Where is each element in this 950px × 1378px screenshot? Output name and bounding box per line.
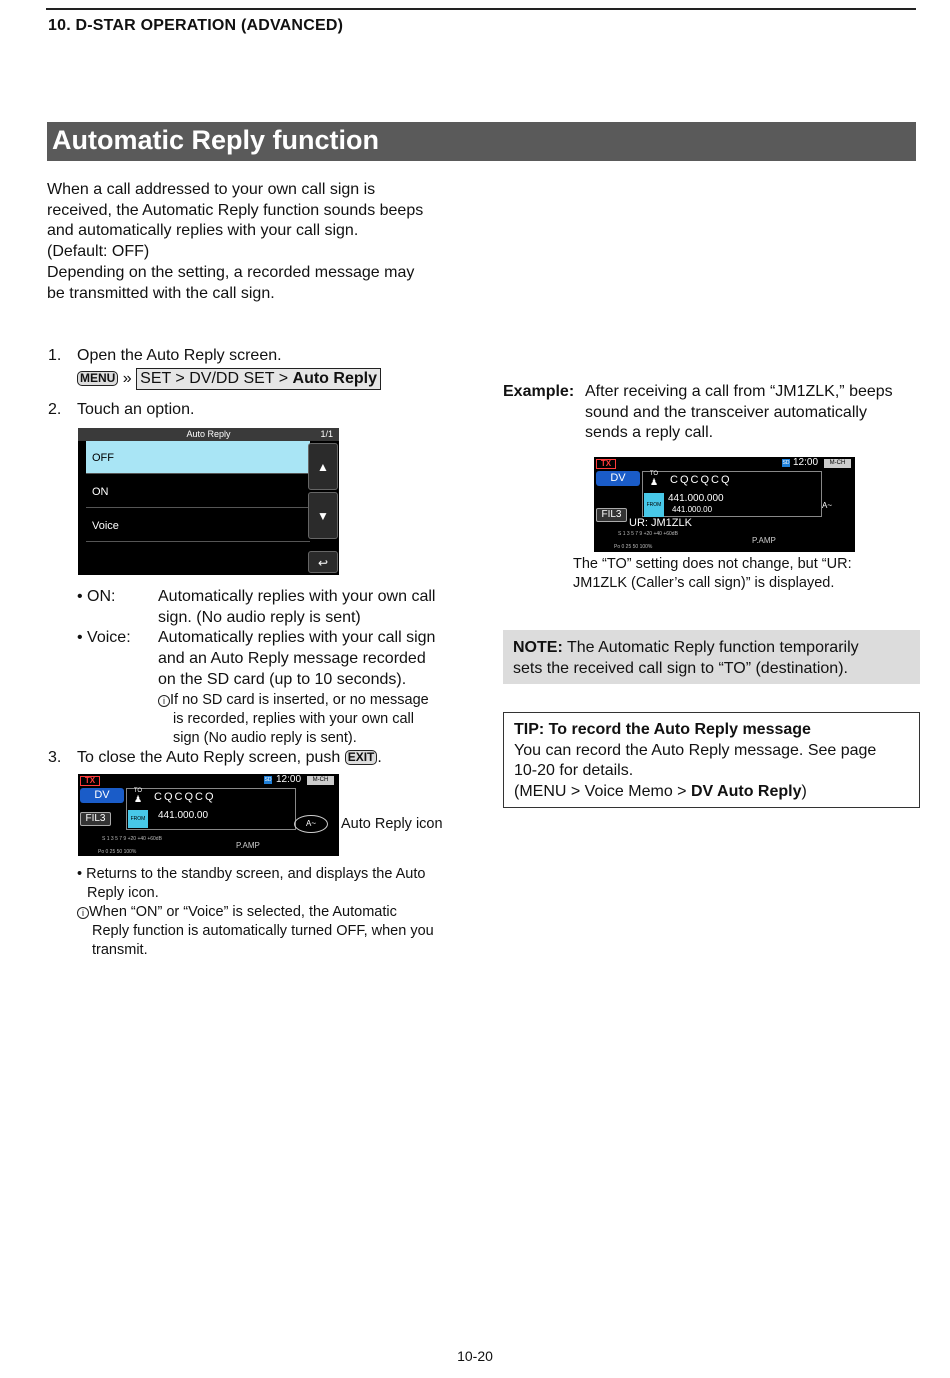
screen-title-bar <box>78 428 339 441</box>
option-voice-desc: on the SD card (up to 10 seconds). <box>158 670 407 688</box>
path-separator: » <box>122 370 132 387</box>
filter-indicator: FIL3 <box>80 812 111 826</box>
caption-line: The “TO” setting does not change, but “UR: <box>573 556 852 572</box>
option-off[interactable] <box>86 441 310 474</box>
note-line: sets the received call sign to “TO” (destination). <box>513 659 848 677</box>
frequency-main: 441.000.000 <box>668 493 724 504</box>
step-number: 1. <box>48 347 62 364</box>
step-text: Open the Auto Reply screen. <box>77 347 282 364</box>
step-3-content <box>77 748 382 768</box>
tip-line: You can record the Auto Reply message. See page <box>514 741 877 759</box>
after-close-notes <box>77 865 477 960</box>
to-callsign: CQCQCQ <box>154 791 216 803</box>
mode-indicator: DV <box>80 788 124 803</box>
note-line: If no SD card is inserted, or no message <box>170 692 429 708</box>
to-label <box>128 788 148 808</box>
intro-line: When a call addressed to your own call sign is <box>47 181 376 198</box>
example-block <box>503 382 923 444</box>
sd-card-icon: SD <box>782 460 790 466</box>
step-1-path <box>77 368 381 390</box>
option-on-label: • ON: <box>77 588 116 605</box>
page-title: Automatic Reply function <box>52 125 380 155</box>
example-line: sound and the transceiver automatically <box>585 403 867 421</box>
auto-reply-screen <box>78 428 339 575</box>
option-voice-desc: and an Auto Reply message recorded <box>158 650 426 668</box>
menu-key: MENU <box>77 371 118 386</box>
clock: 12:00 <box>276 774 302 785</box>
header-rule <box>46 8 916 10</box>
step-number: 3. <box>48 749 62 766</box>
menu-path <box>136 368 381 390</box>
to-callsign: CQCQCQ <box>670 474 732 486</box>
example-label: Example: <box>503 383 575 400</box>
option-label: Voice <box>92 520 119 532</box>
menu-path-target: Auto Reply <box>292 370 377 387</box>
tip-box <box>503 712 920 808</box>
to-label <box>644 471 664 491</box>
po-meter-scale: Po 0 25 50 100% <box>614 544 653 550</box>
down-arrow-icon: ▼ <box>317 509 329 523</box>
scroll-down-button[interactable] <box>308 492 338 539</box>
exit-key: EXIT <box>345 750 378 765</box>
caption-line: JM1ZLK (Caller’s call sign)” is displayed. <box>573 575 835 591</box>
intro-line: (Default: OFF) <box>47 243 150 261</box>
up-arrow-icon: ▲ <box>317 460 329 474</box>
option-voice-desc: Automatically replies with your call sign <box>158 629 436 647</box>
scroll-up-button[interactable] <box>308 443 338 490</box>
return-icon: ↩ <box>317 556 329 570</box>
tip-path-end: ) <box>801 783 807 801</box>
preamp-indicator: P.AMP <box>236 841 260 850</box>
tx-indicator: TX <box>596 459 616 469</box>
group-icon: ♟ <box>133 794 143 804</box>
tip-path-target: DV Auto Reply <box>690 783 802 801</box>
info-icon: i <box>158 695 170 707</box>
page-number: 10-20 <box>457 1348 493 1364</box>
intro-paragraph <box>47 180 467 304</box>
title-banner <box>47 122 916 161</box>
to-text: TO <box>649 471 659 477</box>
back-button[interactable] <box>308 551 338 573</box>
group-icon: ♟ <box>649 477 659 487</box>
memory-channel-badge: M-CH <box>824 459 851 468</box>
preamp-indicator: P.AMP <box>752 536 776 545</box>
intro-line: received, the Automatic Reply function sounds beeps <box>47 201 424 219</box>
step-end: . <box>377 749 382 766</box>
s-meter-scale: S 1 3 5 7 9 +20 +40 +60dB <box>102 836 162 842</box>
tip-title: TIP: To record the Auto Reply message <box>514 721 811 738</box>
frequency-sub: 441.000.00 <box>672 505 713 514</box>
page-indicator: 1/1 <box>320 429 333 439</box>
option-voice-label: • Voice: <box>77 629 131 647</box>
example-caption <box>573 555 913 593</box>
option-label: OFF <box>92 452 114 464</box>
step-number: 2. <box>48 401 62 418</box>
after-line: • Returns to the standby screen, and displays the Auto <box>77 866 426 882</box>
example-line: sends a reply call. <box>585 424 714 442</box>
tip-line: 10-20 for details. <box>514 762 634 780</box>
from-label: FROM <box>644 493 664 517</box>
after-line: transmit. <box>92 942 148 958</box>
memory-channel-badge: M-CH <box>307 776 334 785</box>
ur-callsign: UR: JM1ZLK <box>629 517 692 529</box>
intro-line: Depending on the setting, a recorded message may <box>47 263 415 281</box>
sd-card-note <box>158 691 478 748</box>
to-text: TO <box>133 788 143 794</box>
screen-title: Auto Reply <box>186 429 231 439</box>
after-line: Reply icon. <box>87 885 159 901</box>
option-voice[interactable] <box>86 509 310 542</box>
step-text: To close the Auto Reply screen, push <box>77 749 341 766</box>
note-label: NOTE: <box>513 639 563 656</box>
option-on-desc: Automatically replies with your own call <box>158 588 436 605</box>
section-header: 10. D-STAR OPERATION (ADVANCED) <box>48 17 344 34</box>
auto-reply-icon: A~ <box>294 815 328 833</box>
note-line: sign (No audio reply is sent). <box>173 730 357 746</box>
standby-screen <box>78 774 339 856</box>
from-label: FROM <box>128 810 148 828</box>
tip-path: (MENU > Voice Memo > <box>514 783 691 801</box>
clock: 12:00 <box>793 457 819 468</box>
mode-indicator: DV <box>596 471 640 486</box>
info-icon: i <box>77 907 89 919</box>
step-text: Touch an option. <box>77 401 195 418</box>
note-line: is recorded, replies with your own call <box>173 711 414 727</box>
after-line: When “ON” or “Voice” is selected, the Automatic <box>89 904 397 920</box>
auto-reply-icon-label: Auto Reply icon <box>341 816 443 832</box>
note-box <box>503 630 920 684</box>
intro-line: and automatically replies with your call sign. <box>47 222 359 240</box>
option-on-desc: sign. (No audio reply is sent) <box>158 608 361 626</box>
option-on[interactable] <box>86 475 310 508</box>
after-line: Reply function is automatically turned OFF, when you <box>92 923 434 939</box>
example-line: After receiving a call from “JM1ZLK,” beeps <box>585 383 893 400</box>
example-screen <box>594 457 855 552</box>
auto-reply-icon: A~ <box>822 501 833 510</box>
frequency: 441.000.00 <box>158 810 209 821</box>
options-list <box>77 587 477 690</box>
filter-indicator: FIL3 <box>596 508 627 522</box>
note-line: The Automatic Reply function temporarily <box>566 639 859 656</box>
sd-card-icon: SD <box>264 777 272 783</box>
tx-indicator: TX <box>80 776 100 786</box>
menu-path-text: SET > DV/DD SET > <box>140 370 293 387</box>
intro-line: be transmitted with the call sign. <box>47 284 275 302</box>
s-meter-scale: S 1 3 5 7 9 +20 +40 +60dB <box>618 531 678 537</box>
po-meter-scale: Po 0 25 50 100% <box>98 849 137 855</box>
option-label: ON <box>92 486 109 498</box>
